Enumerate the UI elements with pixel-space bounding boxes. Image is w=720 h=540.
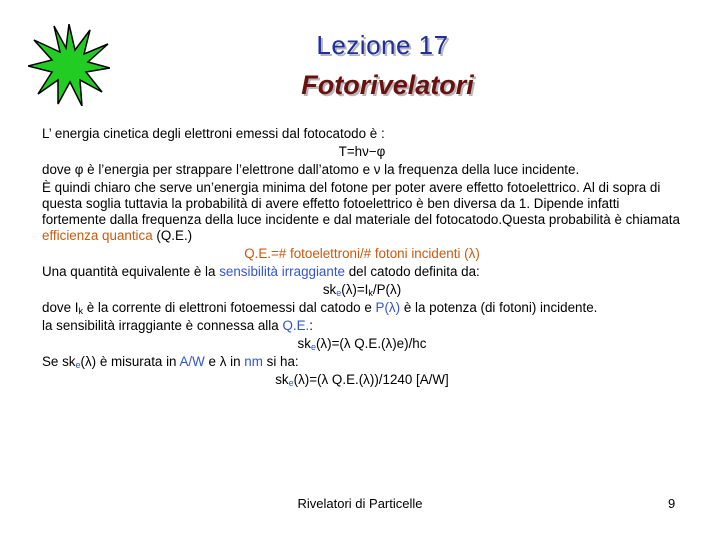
equation-qe-relation: $sk_e(\lambda)=(\lambda$ Q.E.(λ)e)/hc (297, 336, 427, 352)
term-radiant-sensitivity: sensibilità irraggiante (219, 264, 345, 279)
paragraph-units: Se $sk_e(\lambda)$ è misurata in A/W e λ in nm si ha: (42, 354, 299, 370)
equation-units: $sk_e(\lambda)=(\lambda$ Q.E.(λ))/1240 [A/W] (275, 372, 449, 388)
unit-aw: A/W (179, 354, 205, 369)
slide-subtitle: Fotorivelatori (301, 70, 474, 100)
footer-text: Rivelatori di Particelle (297, 496, 423, 511)
term-power: P(λ) (375, 300, 401, 315)
slide-body (42, 126, 682, 388)
paragraph-sensitivity: Una quantità equivalente è la sensibilità irraggiante del catodo definita da: (42, 264, 480, 279)
term-quantum-efficiency: efficienza quantica (42, 228, 153, 243)
paragraph-kinetic-energy: L’ energia cinetica degli elettroni emessi dal fotocatodo è : (42, 126, 385, 141)
paragraph-quantum-efficiency: È quindi chiaro che serve un’energia minima del fotone per poter avere effetto fotoelettrico. Al di sopra di questa soglia tuttavia la probabilità di avere effetto fotoelettrico è ben diversa da 1. Dipende infatti fortemente dalla frequenza della luce incidente e dal materiale del fotocatodo.Questa probabilità è chiamata efficienza quantica (Q.E.) (42, 180, 680, 243)
paragraph-qe-relation: la sensibilità irraggiante è connessa alla Q.E.: (42, 318, 313, 333)
term-qe: Q.E. (282, 318, 310, 333)
slide-title: Lezione 17 (316, 30, 449, 60)
equation-quantum-efficiency: Q.E.=# fotoelettroni/# fotoni incidenti (λ) (244, 246, 480, 261)
paragraph-current-definition: dove $I_k$ è la corrente di elettroni fotoemessi dal catodo e P(λ) è la potenza (di fotoni) incidente. (42, 300, 598, 316)
paragraph-work-function: dove φ è l’energia per strappare l’elettrone dall’atomo e ν la frequenza della luce incidente. (42, 162, 580, 177)
equation-sensitivity: $sk_e(\lambda)=I_k/P(\lambda)$ (322, 282, 402, 298)
equation-kinetic-energy: T=hν−φ (338, 144, 386, 159)
page-number: 9 (668, 496, 676, 511)
unit-nm: nm (244, 354, 263, 369)
